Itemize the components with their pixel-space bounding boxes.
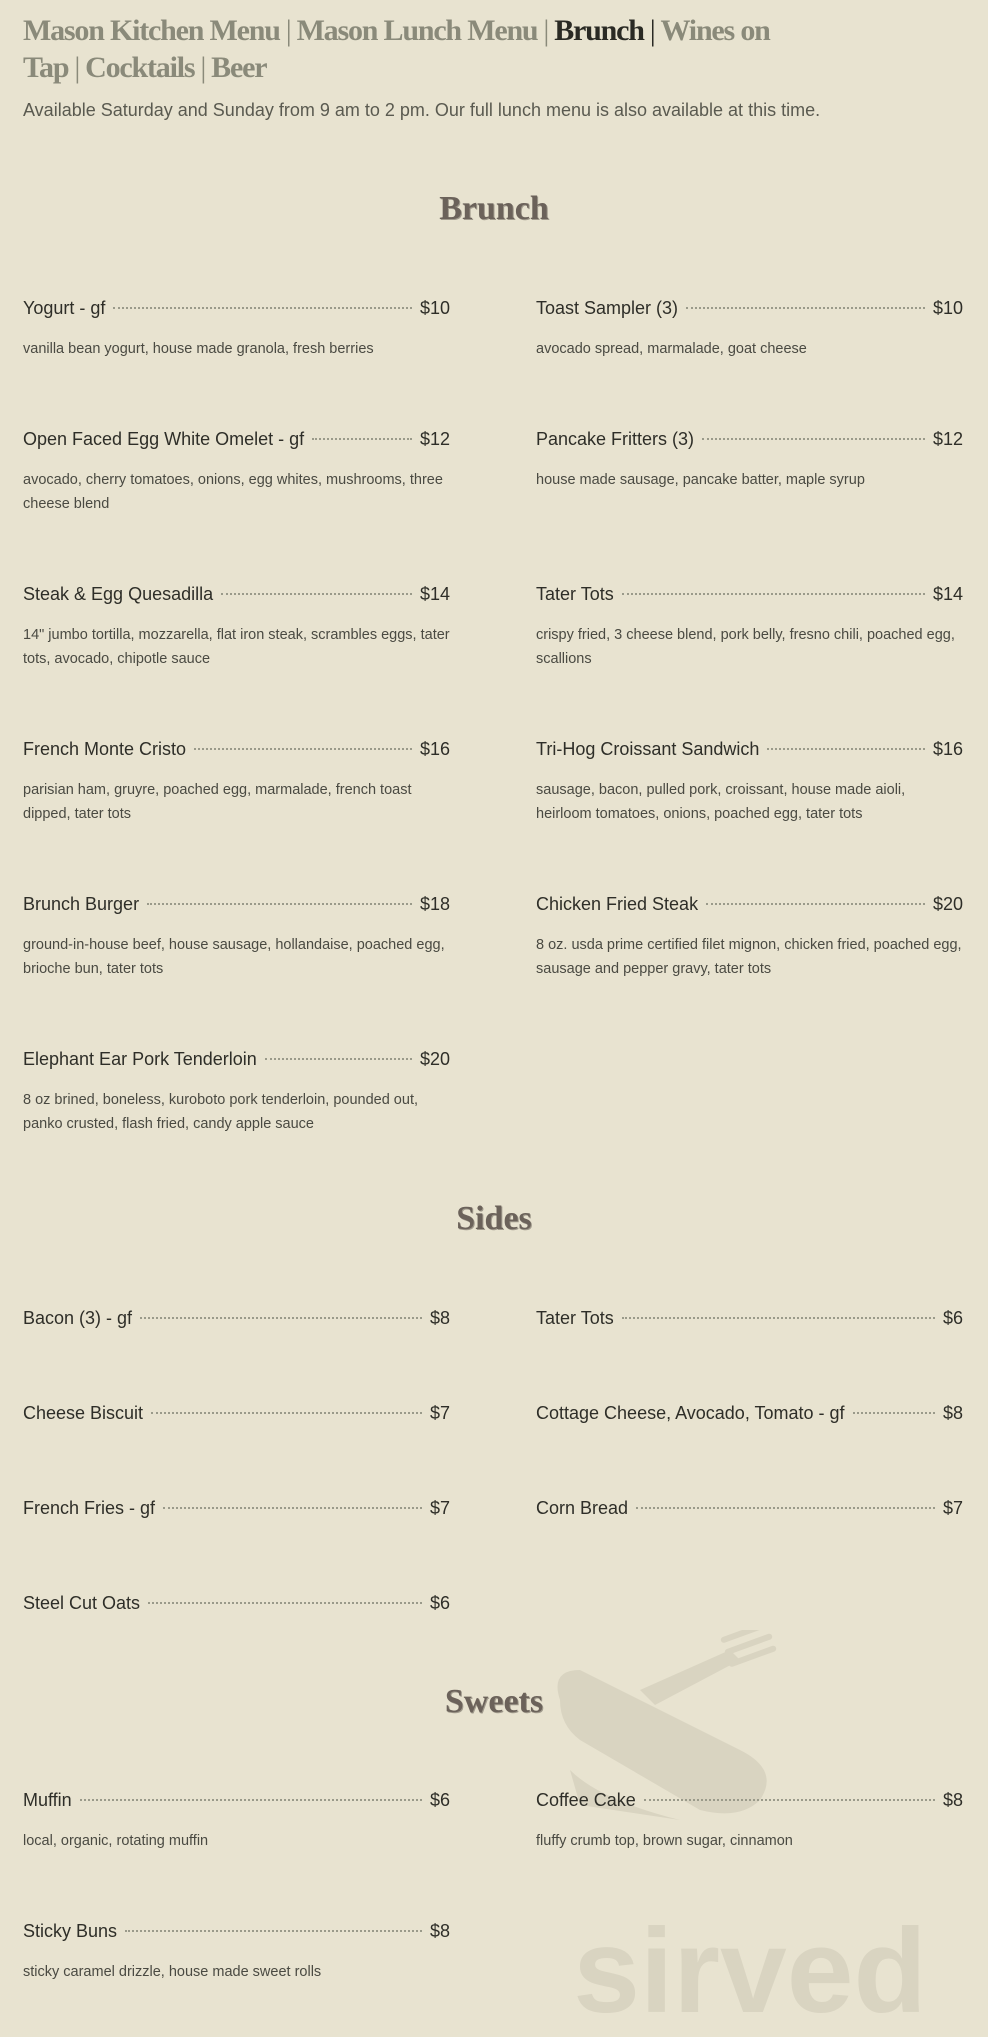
menu-item — [23, 1785, 450, 1853]
menu-item-price: $8 — [942, 1403, 963, 1423]
menu-item-price: $14 — [932, 584, 963, 604]
dot-leader — [312, 438, 412, 440]
menu-item-price: $8 — [429, 1308, 450, 1328]
menu-item-header — [23, 1493, 450, 1523]
nav-separator: | — [285, 14, 291, 47]
menu-item-header — [536, 1785, 963, 1815]
menu-item-price: $18 — [419, 894, 450, 914]
menu-item-price: $16 — [419, 739, 450, 759]
menu-item-price: $8 — [429, 1921, 450, 1941]
menu-item-name: Cheese Biscuit — [23, 1403, 144, 1423]
sides-items — [23, 1303, 963, 1618]
dot-leader — [706, 903, 925, 905]
menu-item-name: Yogurt - gf — [23, 298, 106, 318]
menu-item-header — [536, 293, 963, 323]
menu-item-name: Toast Sampler (3) — [536, 298, 679, 318]
menu-item-name: French Monte Cristo — [23, 739, 187, 759]
menu-item-header — [23, 1785, 450, 1815]
menu-item-description: avocado spread, marmalade, goat cheese — [536, 341, 807, 357]
section-heading-brunch: Brunch — [439, 190, 549, 227]
menu-item — [23, 1044, 450, 1136]
nav-separator: | — [74, 51, 80, 84]
dot-leader — [113, 307, 412, 309]
watermark-text: sirved — [573, 1904, 927, 2030]
menu-item — [536, 734, 963, 826]
nav-mason-kitchen-menu[interactable]: Mason Kitchen Menu — [23, 14, 280, 47]
menu-item-name: Cottage Cheese, Avocado, Tomato - gf — [536, 1403, 845, 1423]
dot-leader — [702, 438, 925, 440]
menu-item-header — [536, 889, 963, 919]
dot-leader — [644, 1799, 935, 1801]
menu-intro: Available Saturday and Sunday from 9 am to 2 pm. Our full lunch menu is also available at this time. — [23, 100, 821, 120]
menu-item-name: Bacon (3) - gf — [23, 1308, 133, 1328]
menu-item-description: house made sausage, pancake batter, maple syrup — [536, 472, 865, 488]
menu-item-header — [23, 579, 450, 609]
menu-item-header — [23, 734, 450, 764]
menu-item — [23, 1303, 450, 1333]
menu-item-description: 8 oz brined, boneless, kuroboto pork tenderloin, pounded out, panko crusted, flash fried, candy apple sauce — [23, 1092, 418, 1132]
menu-item-header — [23, 1044, 450, 1074]
dot-leader — [147, 903, 412, 905]
menu-item — [23, 579, 450, 671]
menu-item-price: $6 — [429, 1593, 450, 1613]
menu-item-description: fluffy crumb top, brown sugar, cinnamon — [536, 1833, 793, 1849]
dot-leader — [853, 1412, 935, 1414]
menu-item — [536, 1493, 963, 1523]
nav-wines-on-tap[interactable]: Wines on Tap — [23, 14, 770, 84]
menu-item-name: Elephant Ear Pork Tenderloin — [23, 1049, 257, 1069]
menu-item-name: French Fries - gf — [23, 1498, 156, 1518]
menu-item-header — [536, 1493, 963, 1523]
menu-item-price: $12 — [419, 429, 450, 449]
menu-item-name: Tri-Hog Croissant Sandwich — [536, 739, 760, 759]
nav-separator: | — [649, 14, 655, 47]
menu-item-price: $7 — [429, 1403, 450, 1423]
brunch-items — [23, 293, 963, 1136]
menu-item-header — [536, 1303, 963, 1333]
sweets-items — [23, 1785, 963, 1984]
nav-separator: | — [200, 51, 206, 84]
dot-leader — [163, 1507, 422, 1509]
menu-item-price: $12 — [932, 429, 963, 449]
menu-item — [23, 1493, 450, 1523]
dot-leader — [767, 748, 925, 750]
menu-item-description: crispy fried, 3 cheese blend, pork belly, fresno chili, poached egg, scallions — [536, 627, 955, 667]
menu-item-header — [23, 1588, 450, 1618]
menu-item — [23, 734, 450, 826]
menu-item-description: sticky caramel drizzle, house made sweet rolls — [23, 1964, 322, 1980]
menu-item-name: Corn Bread — [536, 1498, 629, 1518]
menu-item — [536, 579, 963, 671]
section-heading-sides: Sides — [456, 1200, 532, 1237]
menu-item-price: $8 — [942, 1790, 963, 1810]
menu-item-header — [536, 579, 963, 609]
menu-item-name: Steel Cut Oats — [23, 1593, 141, 1613]
nav-beer[interactable]: Beer — [211, 51, 267, 84]
dot-leader — [265, 1058, 412, 1060]
menu-item-description: avocado, cherry tomatoes, onions, egg whites, mushrooms, three cheese blend — [23, 472, 443, 512]
menu-item-name: Sticky Buns — [23, 1921, 118, 1941]
dot-leader — [622, 593, 925, 595]
menu-item — [23, 1588, 450, 1618]
menu-item-price: $10 — [419, 298, 450, 318]
menu-item — [23, 1916, 450, 1984]
nav-mason-lunch-menu[interactable]: Mason Lunch Menu — [296, 14, 538, 47]
dot-leader — [80, 1799, 422, 1801]
menu-item-price: $10 — [932, 298, 963, 318]
dot-leader — [125, 1930, 422, 1932]
menu-item — [536, 889, 963, 981]
section-heading-sweets: Sweets — [444, 1683, 544, 1720]
menu-item — [23, 293, 450, 361]
menu-item-price: $6 — [429, 1790, 450, 1810]
menu-item-name: Chicken Fried Steak — [536, 894, 699, 914]
dot-leader — [622, 1317, 935, 1319]
menu-item-header — [536, 734, 963, 764]
menu-item-price: $6 — [942, 1308, 963, 1328]
dot-leader — [148, 1602, 422, 1604]
menu-item-description: local, organic, rotating muffin — [23, 1833, 209, 1849]
dot-leader — [636, 1507, 935, 1509]
menu-item-name: Pancake Fritters (3) — [536, 429, 695, 449]
nav-brunch[interactable]: Brunch — [554, 14, 644, 47]
menu-item-description: 14" jumbo tortilla, mozzarella, flat iron steak, scrambles eggs, tater tots, avocado, chipotle sauce — [23, 627, 450, 667]
menu-item-name: Steak & Egg Quesadilla — [23, 584, 214, 604]
menu-item-description: 8 oz. usda prime certified filet mignon, chicken fried, poached egg, sausage and pepper gravy, tater tots — [536, 937, 962, 977]
dot-leader — [686, 307, 925, 309]
menu-item-description: sausage, bacon, pulled pork, croissant, house made aioli, heirloom tomatoes, onions, poached egg, tater tots — [536, 782, 906, 822]
menu-item-header — [23, 1303, 450, 1333]
menu-item-header — [23, 424, 450, 454]
menu-item — [536, 424, 963, 516]
menu-item-header — [23, 1916, 450, 1946]
menu-item-header — [536, 1398, 963, 1428]
nav-cocktails[interactable]: Cocktails — [85, 51, 195, 84]
dot-leader — [140, 1317, 422, 1319]
menu-item-name: Muffin — [23, 1790, 72, 1810]
menu-item-price: $20 — [932, 894, 963, 914]
nav-separator: | — [543, 14, 549, 47]
menu-item-name: Open Faced Egg White Omelet - gf — [23, 429, 305, 449]
menu-item-name: Tater Tots — [536, 584, 614, 604]
menu-item-name: Brunch Burger — [23, 894, 140, 914]
menu-item-description: parisian ham, gruyre, poached egg, marmalade, french toast dipped, tater tots — [23, 782, 412, 822]
menu-item — [536, 1398, 963, 1428]
menu-item-header — [536, 424, 963, 454]
menu-item-price: $20 — [419, 1049, 450, 1069]
menu-nav — [23, 12, 973, 86]
menu-item — [536, 1785, 963, 1853]
menu-item-price: $7 — [942, 1498, 963, 1518]
menu-item — [23, 889, 450, 981]
menu-item-header — [23, 293, 450, 323]
menu-item — [536, 1303, 963, 1333]
menu-item-price: $14 — [419, 584, 450, 604]
menu-item — [23, 1398, 450, 1428]
menu-item-price: $16 — [932, 739, 963, 759]
dot-leader — [151, 1412, 422, 1414]
menu-item-price: $7 — [429, 1498, 450, 1518]
menu-item-name: Coffee Cake — [536, 1790, 636, 1810]
menu-item — [536, 293, 963, 361]
dot-leader — [221, 593, 412, 595]
menu-item — [23, 424, 450, 516]
menu-item-description: ground-in-house beef, house sausage, hollandaise, poached egg, brioche bun, tater tots — [23, 937, 445, 977]
dot-leader — [194, 748, 412, 750]
menu-item-description: vanilla bean yogurt, house made granola, fresh berries — [23, 341, 374, 357]
menu-item-header — [23, 1398, 450, 1428]
menu-item-header — [23, 889, 450, 919]
menu-item-name: Tater Tots — [536, 1308, 614, 1328]
